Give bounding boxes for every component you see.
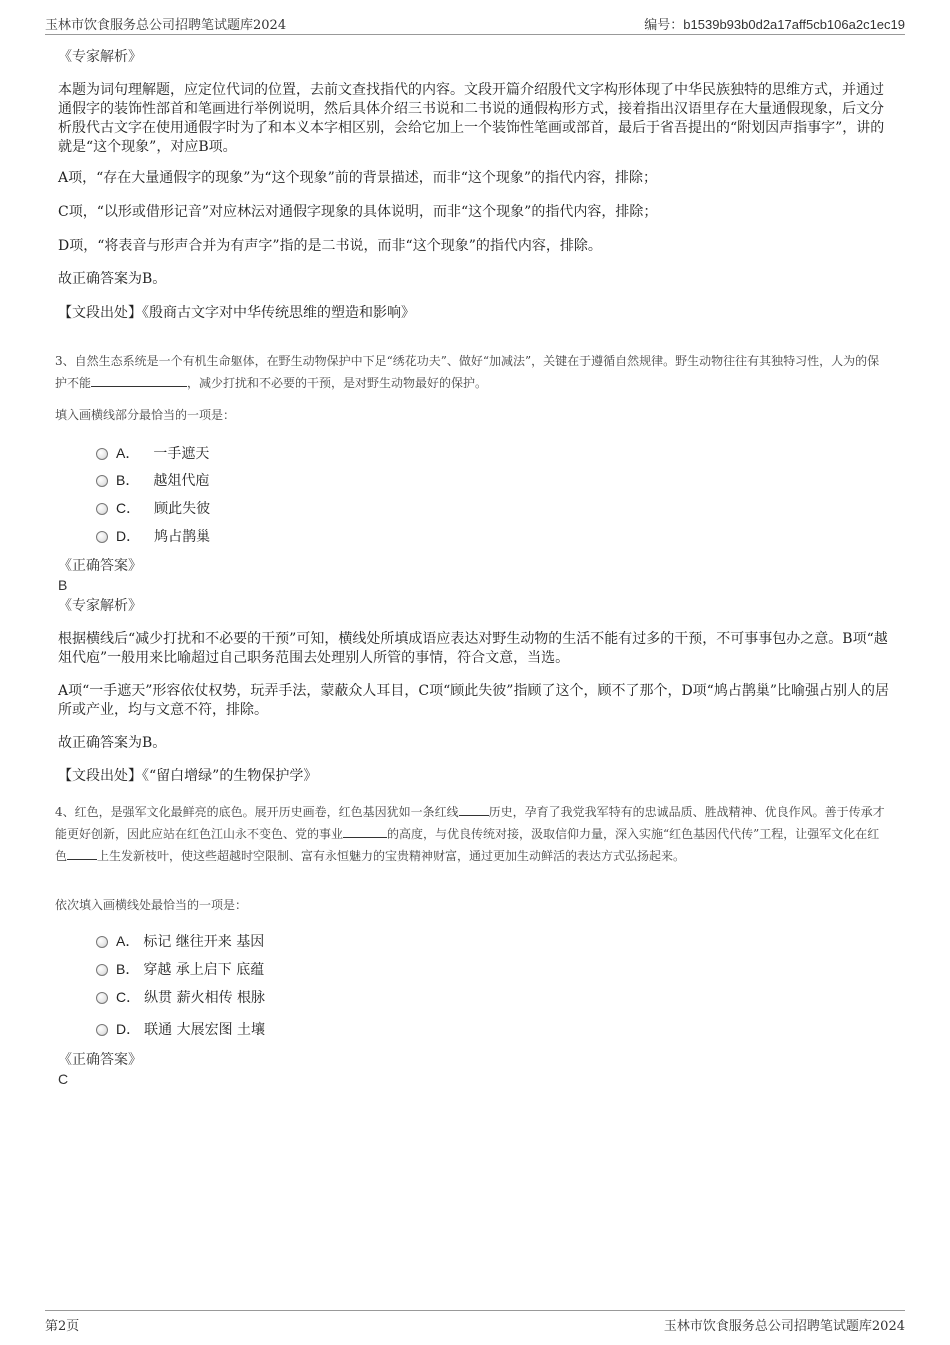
radio-icon[interactable] xyxy=(96,992,108,1004)
q4-option-c[interactable] xyxy=(96,988,265,1007)
radio-icon[interactable] xyxy=(96,964,108,976)
q4-stem-part2: 历史，孕育了我党我军特有的忠诚品质、胜战精神、优良作风。善于传承才能更好创新，因此应站在红色江山永不变色、党的事业 xyxy=(55,805,885,841)
option-text: 穿越 承上启下 底蕴 xyxy=(143,962,265,978)
q2-conclusion: 故正确答案为B。 xyxy=(58,271,167,287)
q3-prompt: 填入画横线部分最恰当的一项是： xyxy=(55,408,236,422)
q2-analysis: 本题为词句理解题，应定位代词的位置，去前文查找指代的内容。文段开篇介绍殷代文字构形体现了中华民族独特的思维方式，并通过通假字的装饰性部首和笔画进行举例说明，然后具体介绍三书说和二书说的通假构形方式，接着指出汉语里存在大量通假现象，后文分析殷代古文字在使用通假字时为了和本义本字相区别，会给它加上一个装饰性笔画或部首，最后于省吾提出的“附划因声指事字”，讲的就是“这个现象”，对应B项。 xyxy=(58,82,885,155)
q4-prompt: 依次填入画横线处最恰当的一项是： xyxy=(55,898,248,912)
option-letter: D． xyxy=(116,1021,141,1037)
q3-option-b[interactable] xyxy=(96,471,209,490)
q4-blank-2 xyxy=(343,823,387,838)
q4-stem-part3: 的高度，与优良传统对接，汲取信仰力量，深入实施“红色基因代代传”工程，让强军文化在红色 xyxy=(55,827,880,863)
radio-icon[interactable] xyxy=(96,503,108,515)
page-footer xyxy=(45,1310,905,1333)
option-letter: B． xyxy=(116,961,140,977)
option-letter: A． xyxy=(116,445,140,461)
q3-other-options: A项“一手遮天”形容依仗权势，玩弄手法，蒙蔽众人耳目，C项“顾此失彼”指顾了这个，顾不了那个，D项“鸠占鹊巢”比喻强占别人的居所或产业，均与文意不符，排除。 xyxy=(58,683,889,718)
q4-option-b[interactable] xyxy=(96,960,264,979)
option-letter: D． xyxy=(116,528,141,544)
q3-option-d[interactable] xyxy=(96,527,210,546)
q3-answer: B xyxy=(58,577,68,593)
q2-option-c-analysis: C项，“以形或借形记音”对应林沄对通假字现象的具体说明，而非“这个现象”的指代内容，排除； xyxy=(58,204,658,220)
footer-title: 玉林市饮食服务总公司招聘笔试题库2024 xyxy=(663,1319,905,1334)
q3-analysis: 根据横线后“减少打扰和不必要的干预”可知，横线处所填成语应表达对野生动物的生活不能有过多的干预，不可事事包办之意。B项“越俎代庖”一般用来比喻超过自己职务范围去处理别人所管的事情，符合文意，当选。 xyxy=(58,631,888,666)
q3-stem-part1: 3、自然生态系统是一个有机生命躯体，在野生动物保护中下足“绣花功夫”、做好“加减法”，关键在于遵循自然规律。野生动物往往有其独特习性，人为的保护不能 xyxy=(55,354,880,390)
q3-conclusion: 故正确答案为B。 xyxy=(58,735,167,751)
q2-analysis-title: 《专家解析》 xyxy=(58,49,142,65)
q3-blank xyxy=(91,372,187,387)
q3-stem xyxy=(55,351,890,394)
q4-stem xyxy=(55,801,890,867)
q2-option-d-analysis: D项，“将表音与形声合并为有声字”指的是二书说，而非“这个现象”的指代内容，排除。 xyxy=(58,238,602,254)
radio-icon[interactable] xyxy=(96,1024,108,1036)
header-title: 玉林市饮食服务总公司招聘笔试题库2024 xyxy=(45,18,287,33)
option-letter: A． xyxy=(116,933,140,949)
q2-source: 【文段出处】《殷商古文字对中华传统思维的塑造和影响》 xyxy=(58,305,415,321)
q3-source: 【文段出处】《“留白增绿”的生物保护学》 xyxy=(58,768,318,784)
q4-option-a[interactable] xyxy=(96,932,264,951)
option-text: 越俎代庖 xyxy=(153,473,210,489)
option-letter: C． xyxy=(116,989,141,1005)
header-document-id: 编号：b1539b93b0d2a17aff5cb106a2c1ec19 xyxy=(644,17,905,32)
option-text: 纵贯 薪火相传 根脉 xyxy=(144,990,266,1006)
q4-blank-3 xyxy=(67,845,97,860)
q3-option-a[interactable] xyxy=(96,444,209,463)
q3-answer-title: 《正确答案》 xyxy=(58,558,142,574)
page-number: 第2页 xyxy=(45,1319,80,1334)
radio-icon[interactable] xyxy=(96,936,108,948)
q3-analysis-title: 《专家解析》 xyxy=(58,598,142,614)
q3-stem-part2: ，减少打扰和不必要的干预，是对野生动物最好的保护。 xyxy=(187,376,488,390)
option-text: 联通 大展宏图 土壤 xyxy=(144,1022,266,1038)
radio-icon[interactable] xyxy=(96,448,108,460)
q4-answer-title: 《正确答案》 xyxy=(58,1052,142,1068)
q4-stem-part1: 4、红色，是强军文化最鲜亮的底色。展开历史画卷，红色基因犹如一条红线 xyxy=(55,805,459,819)
option-text: 一手遮天 xyxy=(153,446,210,462)
option-text: 顾此失彼 xyxy=(154,501,211,517)
option-text: 鸠占鹊巢 xyxy=(154,529,211,545)
option-text: 标记 继往开来 基因 xyxy=(143,934,265,950)
q3-option-c[interactable] xyxy=(96,499,210,518)
radio-icon[interactable] xyxy=(96,531,108,543)
q4-option-d[interactable] xyxy=(96,1020,265,1039)
q2-option-a-analysis: A项，“存在大量通假字的现象”为“这个现象”前的背景描述，而非“这个现象”的指代内容，排除； xyxy=(58,170,658,186)
option-letter: B． xyxy=(116,472,140,488)
q4-blank-1 xyxy=(459,801,489,816)
q4-answer: C xyxy=(58,1071,69,1087)
q4-stem-part4: 上生发新枝叶，使这些超越时空限制、富有永恒魅力的宝贵精神财富，通过更加生动鲜活的表达方式弘扬起来。 xyxy=(97,849,686,863)
radio-icon[interactable] xyxy=(96,475,108,487)
page-header xyxy=(45,14,905,35)
option-letter: C． xyxy=(116,500,141,516)
